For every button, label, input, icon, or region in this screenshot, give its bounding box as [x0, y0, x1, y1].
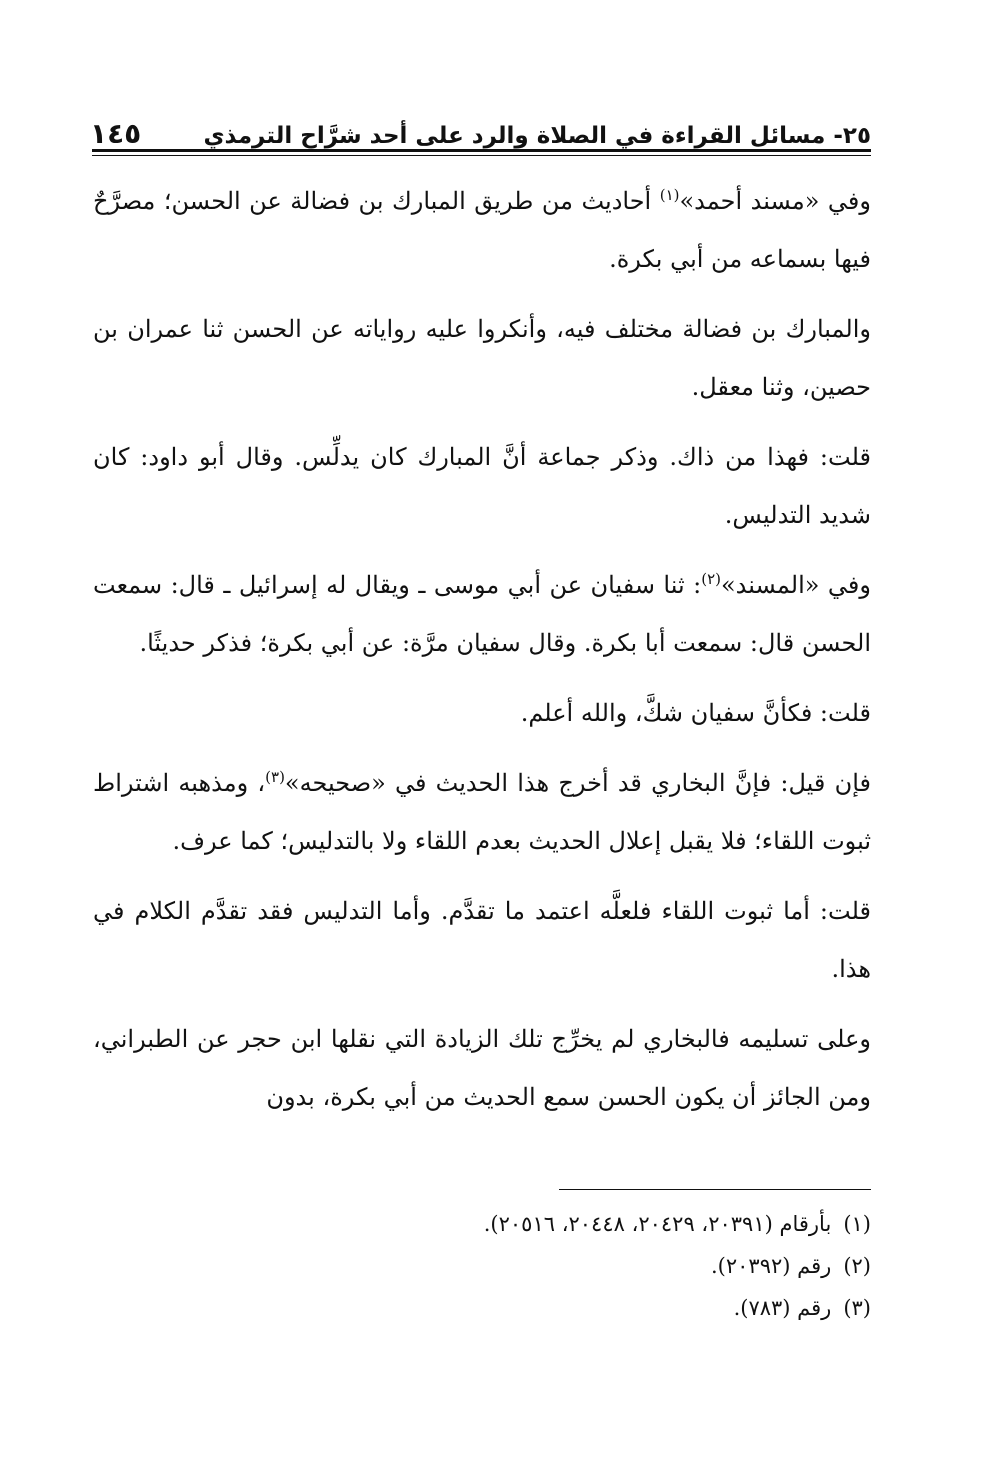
paragraph-2: والمبارك بن فضالة مختلف فيه، وأنكروا عليه رواياته عن الحسن ثنا عمران بن حصين، وثنا معقل.	[93, 315, 871, 401]
footnote-text: بأرقام (٢٠٣٩١، ٢٠٤٢٩، ٢٠٤٤٨، ٢٠٥١٦).	[483, 1212, 832, 1236]
footnote-number: (٣)	[843, 1296, 871, 1320]
footnote-text: رقم (٢٠٣٩٢).	[711, 1254, 832, 1278]
footnote-ref-2: (٢)	[701, 570, 721, 588]
footnote-text: رقم (٧٨٣).	[733, 1296, 832, 1320]
paragraph-4: وفي «المسند»$^{(٢)}$: ثنا سفيان عن أبي موسى ـ ويقال له إسرائيل ـ قال: سمعت الحسن قال: سمعت أبا بكرة. وقال سفيان مرَّة: عن أبي بكرة؛ فذكر حديثًا.	[93, 570, 871, 657]
footnote-ref-3: (٣)	[265, 768, 285, 786]
header-title: ٢٥- مسائل القراءة في الصلاة والرد على أحد شرَّاح الترمذي	[203, 123, 871, 149]
footnote-3	[93, 1287, 871, 1329]
footnote-number: (٢)	[843, 1254, 871, 1278]
paragraph-7: قلت: أما ثبوت اللقاء فلعلَّه اعتمد ما تقدَّم. وأما التدليس فقد تقدَّم الكلام في هذا.	[93, 897, 871, 983]
paragraph-5: قلت: فكأنَّ سفيان شكَّ، والله أعلم.	[520, 699, 871, 727]
footnote-separator	[559, 1189, 871, 1190]
footnote-1	[93, 1203, 871, 1245]
paragraph-6: فإن قيل: فإنَّ البخاري قد أخرج هذا الحديث في «صحيحه»$^{(٣)}$، ومذهبه اشتراط ثبوت اللقاء؛ فلا يقبل إعلال الحديث بعدم اللقاء ولا بالتدليس؛ كما عرف.	[93, 768, 872, 855]
page-number: ١٤٥	[90, 117, 142, 150]
running-header	[90, 104, 871, 148]
paragraph-8: وعلى تسليمه فالبخاري لم يخرِّج تلك الزيادة التي نقلها ابن حجر عن الطبراني، ومن الجائز أن يكون الحسن سمع الحديث من أبي بكرة، بدون	[93, 1025, 871, 1111]
paragraph-3: قلت: فهذا من ذاك. وذكر جماعة أنَّ المبارك كان يدلِّس. وقال أبو داود: كان شديد التدليس.	[93, 443, 871, 529]
footnote-ref-1: (١)	[659, 186, 680, 204]
main-text	[93, 172, 871, 1138]
header-rule-thin	[92, 155, 871, 156]
paragraph-1: وفي «مسند أحمد»$^{(١)}$ أحاديث من طريق المبارك بن فضالة عن الحسن؛ مصرَّحٌ فيها بسماعه من أبي بكرة.	[93, 186, 871, 273]
footnotes	[93, 1203, 871, 1329]
footnote-2	[93, 1245, 871, 1287]
header-rule	[92, 149, 871, 152]
footnote-number: (١)	[843, 1212, 871, 1236]
